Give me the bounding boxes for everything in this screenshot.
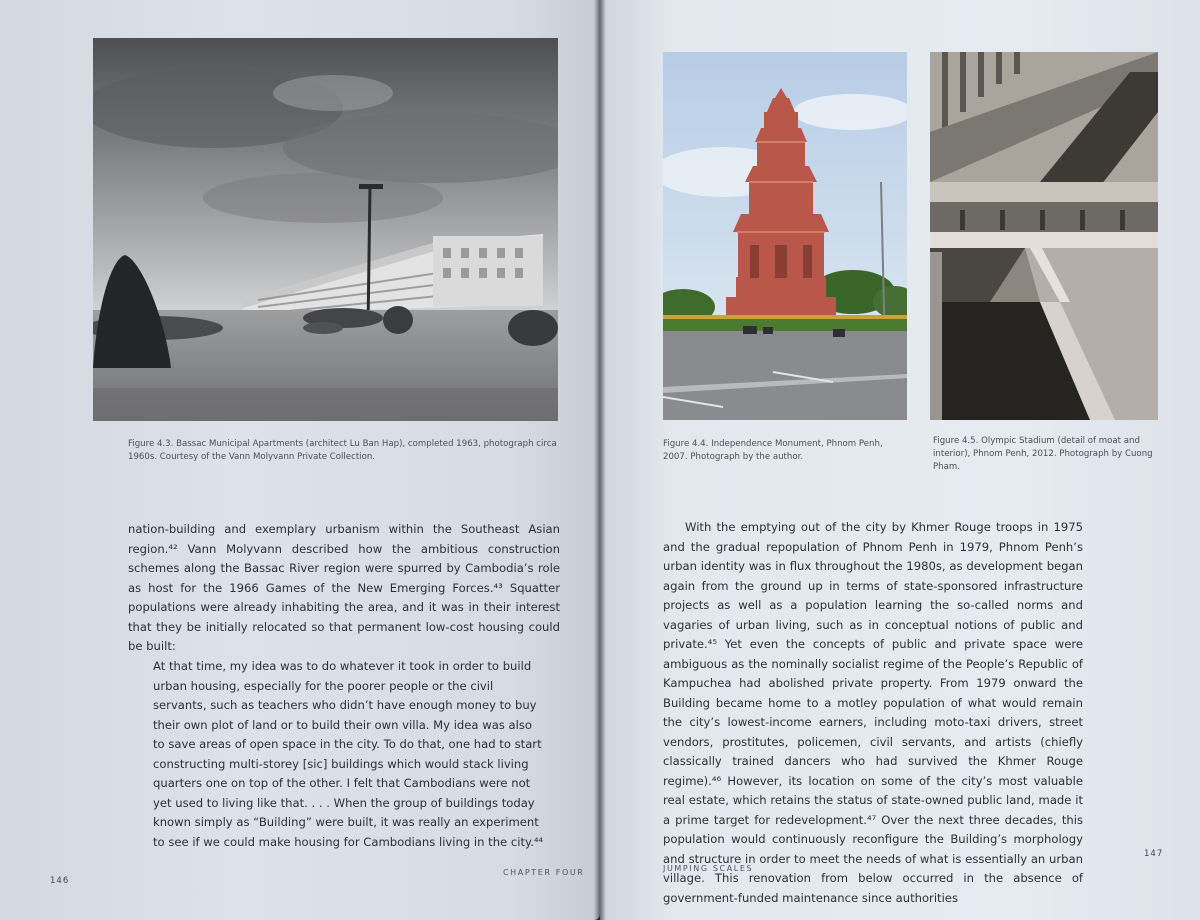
running-head-right: JUMPING SCALES	[663, 864, 754, 873]
bassac-apartments-illustration	[93, 38, 558, 421]
olympic-stadium-photo	[930, 52, 1158, 420]
right-page	[600, 0, 1200, 920]
olympic-stadium-illustration	[930, 52, 1158, 420]
figure-4-5-caption: Figure 4.5. Olympic Stadium (detail of moat and interior), Phnom Penh, 2012. Photograph by Cuong Pham.	[933, 436, 1153, 472]
independence-monument-photo	[663, 52, 907, 420]
running-head-left: CHAPTER FOUR	[503, 868, 585, 877]
book-gutter	[594, 0, 606, 920]
bassac-apartments-photo	[93, 38, 558, 421]
page-number-left: 146	[50, 876, 70, 886]
left-body-paragraph	[128, 520, 560, 657]
right-paragraph-text: With the emptying out of the city by Khmer Rouge troops in 1975 and the gradual repopulation of Phnom Penh in 1979, Phnom Penh’s urban identity was in flux throughout the 1980s, as development began again from the ground up in terms of state-sponsored infrastructure projects as well as a population learning the so-called norms and vagaries of urban living, such as in conceptual notions of public and private.⁴⁵ Yet even the concepts of public and private space were ambiguous as the nominally socialist regime of the People’s Republic of Kampuchea had abolished private property. From 1979 onward the Building became home to a motley population of what would remain the city’s lowest-income earners, including moto-taxi drivers, street vendors, prostitutes, policemen, civil servants, and artists (chiefly classically trained dancers who had survived the Khmer Rouge regime).⁴⁶ However, its location on some of the city’s most valuable real estate, which retains the status of state-owned public land, made it a prime target for redevelopment.⁴⁷ Over the next three decades, this population would continuously reconfigure the Building’s morphology and structure in order to meet the needs of what is essentially an urban village. This renovation from below occurred in the absence of government-funded maintenance since authorities	[663, 520, 1083, 905]
vann-molyvann-block-quote	[153, 657, 545, 852]
page-number-right: 147	[1144, 849, 1164, 859]
figure-4-4-caption: Figure 4.4. Independence Monument, Phnom Penh, 2007. Photograph by the author.	[663, 439, 883, 462]
left-paragraph-text: nation-building and exemplary urbanism within the Southeast Asian region.⁴² Vann Molyvann described how the ambitious construction schemes along the Bassac River region were spurred by Cambodia’s role as host for the 1966 Games of the New Emerging Forces.⁴³ Squatter populations were already inhabiting the area, and it was in their interest that they be initially relocated so that permanent low-cost housing could be built:	[128, 522, 560, 653]
independence-monument-illustration	[663, 52, 907, 420]
block-quote-text: At that time, my idea was to do whatever it took in order to build urban housing, especially for the poorer people or the civil servants, such as teachers who didn’t have enough money to buy their own plot of land or to build their own villa. My idea was also to save areas of open space in the city. To do that, one had to start constructing multi-storey [sic] buildings which would stack living quarters one on top of the other. I felt that Cambodians were not yet used to living like that. . . . When the group of buildings today known simply as “Building” were built, it was really an experiment to see if we could make housing for Cambodians living in the city.⁴⁴	[153, 659, 544, 849]
right-body-paragraph	[663, 518, 1083, 908]
figure-4-3-caption: Figure 4.3. Bassac Municipal Apartments (architect Lu Ban Hap), completed 1963, photograph circa 1960s. Courtesy of the Vann Molyvann Private Collection.	[128, 439, 557, 462]
